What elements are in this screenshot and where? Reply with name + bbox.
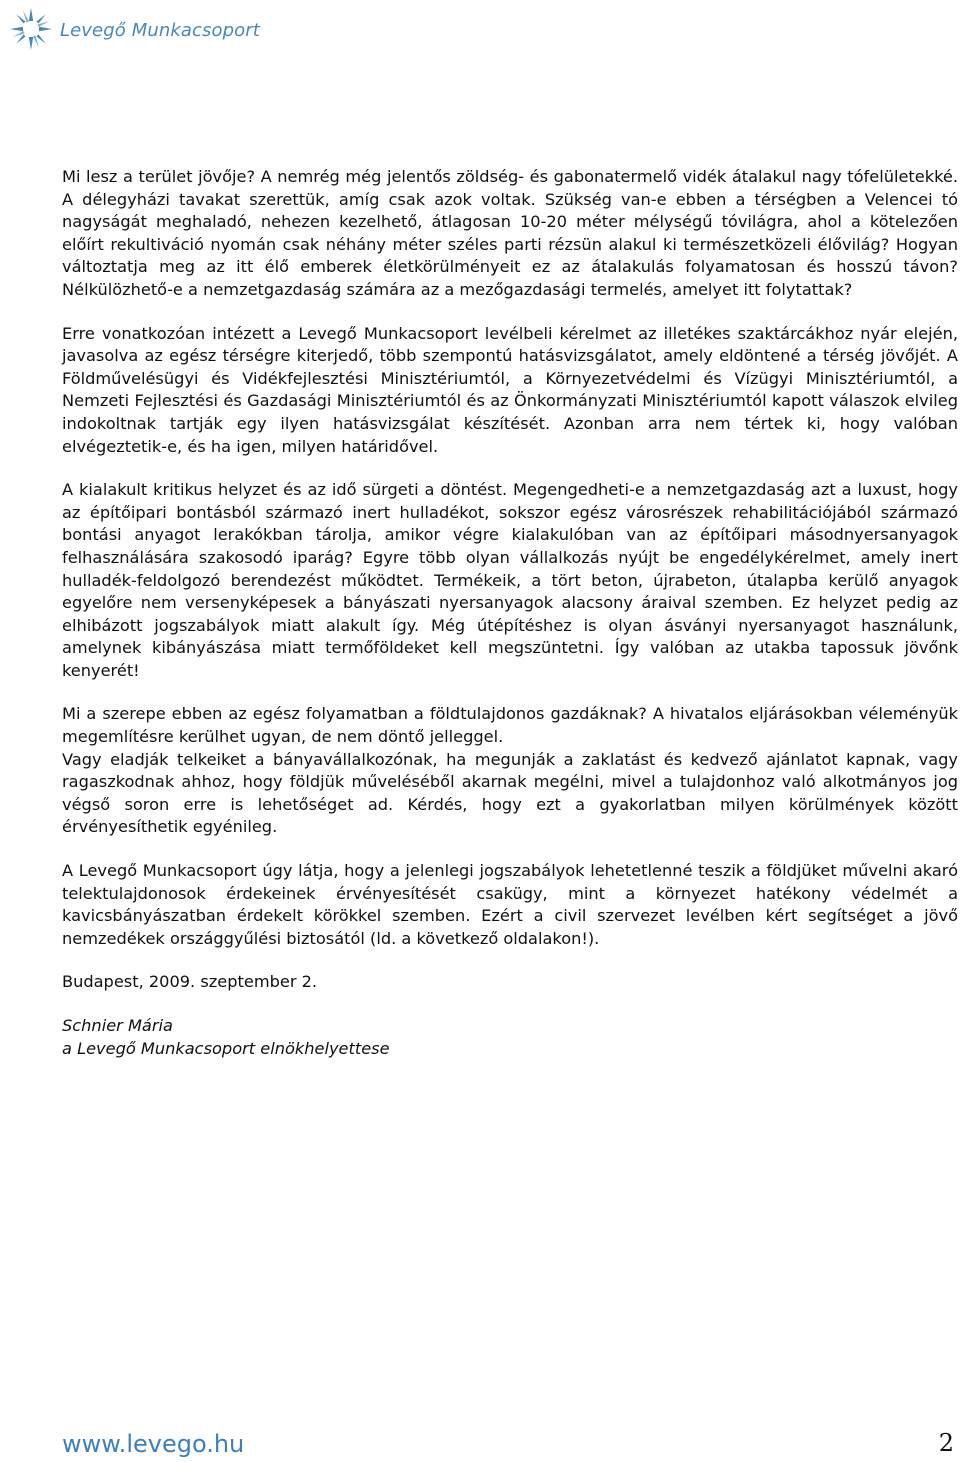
paragraph-landowners-options: Vagy eladják telkeiket a bányavállalkozónak, ha megunják a zaklatást és kedvező ajánlatot kapnak, vagy ragaszkodnak ahhoz, hogy földjük műveléséből akarnak megélni, mivel a tulajdonhoz való alkotmányos jog végső soron erre is lehetőséget ad. Kérdés, hogy ezt a gyakorlatban milyen körülmények között érvényesíthetik egyénileg. bbox=[62, 749, 958, 837]
paragraph-critical-situation: A kialakult kritikus helyzet és az idő sürgeti a döntést. Megengedheti-e a nemzetgazdaság azt a luxust, hogy az építőipari bontásból származó inert hulladékot, sokszor egész városrészek rehabilitációjából származó bontási anyagot lerakókban tárolja, amikor végre kialakulóban van az építőipari másodnyersanyagok felhasználására szakosodó iparág? Egyre több olyan vállalkozás nyújt be engedélykérelmet, amely inert hulladék-feldolgozó berendezést működtet. Termékeik, a tört beton, újrabeton, útalapba kerülő anyagok egyelőre nem versenyképesek a bányászati nyersanyagok alacsony áraival szemben. Ez helyzet pedig az elhibázott jogszabályok miatt alakult így. Még útépítéshez is olyan ásványi nyersanyagot használunk, amelynek kibányászása miatt termőföldeket kell megszüntetni. Így valóban az utakba tapossuk jövőnk kenyerét! bbox=[62, 480, 958, 680]
letter-body bbox=[62, 166, 958, 1060]
page-number: 2 bbox=[938, 1429, 954, 1457]
logo-text: Levegő Munkacsoport bbox=[60, 19, 260, 41]
signature-title: a Levegő Munkacsoport elnökhelyettese bbox=[62, 1038, 390, 1058]
organization-logo bbox=[6, 4, 260, 54]
paragraph-conclusion: A Levegő Munkacsoport úgy látja, hogy a jelenlegi jogszabályok lehetetlenné teszik a földjüket művelni akaró telektulajdonosok érdekeinek érvényesítését csakügy, mint a környezet hatékony védelmét a kavicsbányászatban érdekelt körökkel szemben. Ezért a civil szervezet levélben kért segítséget a jövő nemzedékek országgyűlési biztosától (ld. a következő oldalakon!). bbox=[62, 861, 958, 948]
paragraph-future-of-area: Mi lesz a terület jövője? A nemrég még jelentős zöldség- és gabonatermelő vidék átalakul nagy tófelületekké. A délegyházi tavakat szerettük, amíg csak azok voltak. Szükség van-e ebben a térségben a Velencei tó nagyságát meghaladó, nehezen kezelhető, átlagosan 10-20 méter mélységű tóvilágra, ahol a kötelezően előírt rekultiváció nyomán csak néhány méter széles parti rézsün alakul ki természetközeli élővilág? Hogyan változtatja meg az itt élő emberek életkörülményeit ez az átalakulás folyamatosan és hosszú távon? Nélkülözhető-e a nemzetgazdaság számára az a mezőgazdasági termelés, amelyet itt folytattak? bbox=[62, 167, 958, 299]
sun-burst-logo-icon bbox=[6, 4, 56, 54]
website-link[interactable]: www.levego.hu bbox=[62, 1430, 245, 1458]
paragraph-landowners-role: Mi a szerepe ebben az egész folyamatban a földtulajdonos gazdáknak? A hivatalos eljárásokban véleményük megemlítésre kerülhet ugyan, de nem döntő jelleggel. bbox=[62, 704, 958, 747]
letter-date: Budapest, 2009. szeptember 2. bbox=[62, 972, 318, 992]
signature-block bbox=[62, 1015, 958, 1060]
signature-name: Schnier Mária bbox=[62, 1016, 173, 1035]
paragraph-ministry-request: Erre vonatkozóan intézett a Levegő Munkacsoport levélbeli kérelmet az illetékes szaktárcákhoz nyár elején, javasolva az egész térségre kiterjedő, több szempontú hatásvizsgálatot, amely eldöntené a térség jövőjét. A Földművelésügyi és Vidékfejlesztési Minisztériumtól, a Környezetvédelmi és Vízügyi Minisztériumtól, a Nemzeti Fejlesztési és Gazdasági Minisztériumtól és az Önkormányzati Minisztériumtól kapott válaszok elvileg indokoltnak tartják egy ilyen hatásvizsgálat készítését. Azonban arra nem tértek ki, hogy valóban elvégeztetik-e, és ha igen, milyen határidővel. bbox=[62, 323, 958, 456]
